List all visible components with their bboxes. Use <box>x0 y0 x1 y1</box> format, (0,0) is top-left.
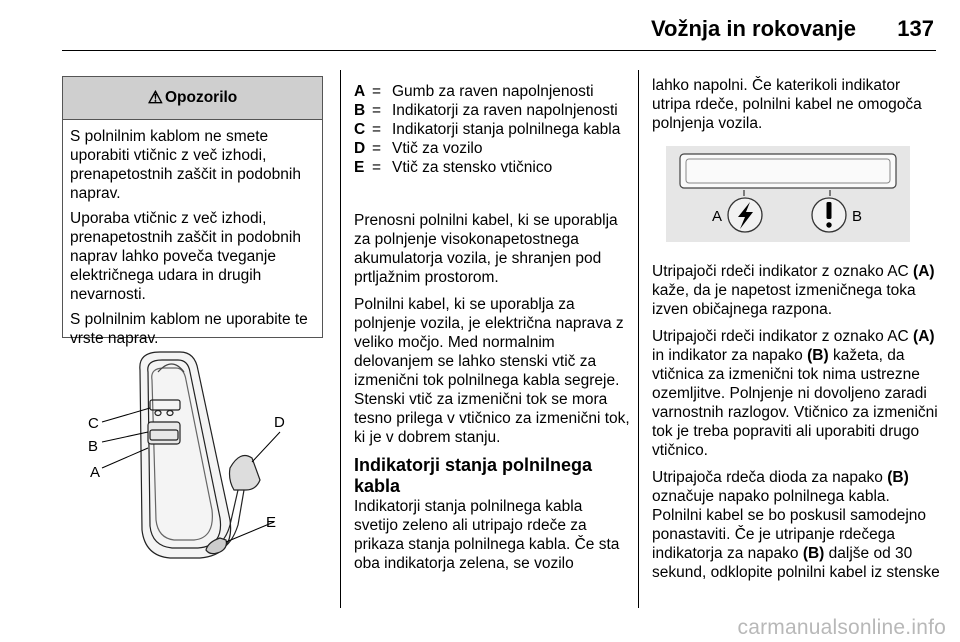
legend-text: Vtič za stensko vtičnico <box>392 159 553 176</box>
legend-text: Gumb za raven napolnjenosti <box>392 83 594 100</box>
page-header <box>62 0 936 50</box>
text-run: kažeta, da vtičnica za izmenični tok nima ustrezne ozemljitve. Polnjenje ni dovoljeno zaradi varnostnih razlogov. Vtičnico za izmenični tok je treba popraviti ali uporabiti drugo vtičnico. <box>652 347 938 459</box>
charging-cable-illustration <box>80 350 320 570</box>
legend-text: Vtič za vozilo <box>392 140 483 157</box>
paragraph <box>652 262 942 319</box>
paragraph: Indikatorji stanja polnilnega kabla svetijo zeleno ali utripajo rdeče za prikaza stanja polnilnega kabla. Če sta oba indikatorja zelena, se vozilo <box>354 498 620 572</box>
text-run: daljše od 30 sekund, odklopite polnilni kabel iz stenske <box>652 545 940 581</box>
figure-label-a: A <box>90 464 101 481</box>
legend-item <box>354 139 624 158</box>
page-number: 137 <box>897 16 934 41</box>
legend-list <box>354 82 624 177</box>
section-heading: Indikatorji stanja polnilnega kabla <box>354 455 593 496</box>
right-column-bottom <box>652 262 942 590</box>
indicator-label-b: B <box>852 208 863 225</box>
legend-key: A <box>354 83 366 100</box>
legend-text: Indikatorji stanja polnilnega kabla <box>392 121 621 138</box>
figure-label-e: E <box>266 514 277 531</box>
legend-key: D <box>354 140 366 157</box>
figure-label-c: C <box>88 415 99 432</box>
middle-column-text <box>354 211 630 581</box>
text-run: Utripajoči rdeči indikator z oznako AC <box>652 328 909 345</box>
legend-item <box>354 101 624 120</box>
paragraph: Polnilni kabel, ki se uporablja za polnjenje vozila, je električna naprava z veliko močjo. Med normalnim delovanjem se lahko stenski vtič za izmenični tok polnilnega kabla segreje. Stenski vtič za izmenični tok se mora tesno prilega v vtičnico za izmenični tok, ki je v dobrem stanju. <box>354 296 630 446</box>
warning-body <box>63 120 322 348</box>
text-run: Utripajoči rdeči indikator z oznako AC <box>652 263 909 280</box>
warning-paragraph: S polnilnim kablom ne uporabite te vrste naprav. <box>70 311 308 347</box>
text-key: (A) <box>913 263 935 280</box>
figure-label-d: D <box>274 414 285 431</box>
text-key: (B) <box>807 347 829 364</box>
legend-text: Indikatorji za raven napolnjenosti <box>392 102 618 119</box>
legend-key: E <box>354 159 365 176</box>
text-run: in indikator za napako <box>652 347 803 364</box>
paragraph: Prenosni polnilni kabel, ki se uporablja za polnjenje visokonapetostnega akumulatorja vozila, je shranjen pod prtljažnim prostorom. <box>354 212 618 286</box>
column-divider-1 <box>340 70 341 608</box>
legend-key: C <box>354 121 366 138</box>
paragraph: lahko napolni. Če katerikoli indikator utripa rdeče, polnilni kabel ne omogoča polnjenja vozila. <box>652 77 922 132</box>
paragraph <box>652 327 942 460</box>
page-title: Vožnja in rokovanje <box>651 16 856 41</box>
legend-eq: = <box>372 121 382 138</box>
watermark: carmanualsonline.info <box>737 616 946 639</box>
figure-label-b: B <box>88 438 99 455</box>
legend-eq: = <box>372 159 382 176</box>
text-run: označuje napako polnilnega kabla. Polnilni kabel se bo poskusil samodejno ponastaviti. Če je utripanje rdečega indikatorja za napako <box>652 488 926 562</box>
exclamation-icon <box>827 202 832 219</box>
warning-paragraph: Uporaba vtičnic z več izhodi, prenapetostnih zaščit in podobnih naprav lahko poveča tveganje električnega udara in drugih nevarnosti. <box>70 210 301 303</box>
text-key: (A) <box>913 328 935 345</box>
legend-key: B <box>354 102 366 119</box>
indicator-panel-illustration <box>666 146 910 242</box>
warning-title: Opozorilo <box>164 89 238 106</box>
warning-box <box>62 76 323 347</box>
text-key: (B) <box>802 545 825 562</box>
text-run: kaže, da je napetost izmeničnega toka izven običajnega razpona. <box>652 282 916 318</box>
indicator-label-a: A <box>712 208 723 225</box>
legend-item <box>354 120 624 139</box>
paragraph <box>652 468 942 582</box>
warning-header <box>63 77 322 120</box>
legend-eq: = <box>372 102 382 119</box>
warning-triangle-icon: ⚠ <box>147 88 163 107</box>
legend-item <box>354 158 624 177</box>
legend-eq: = <box>372 140 382 157</box>
right-column-top <box>652 76 942 141</box>
text-run: Utripajoča rdeča dioda za napako <box>652 469 883 486</box>
legend-eq: = <box>372 83 382 100</box>
text-key: (B) <box>887 469 909 486</box>
column-divider-2 <box>638 70 639 608</box>
legend-item <box>354 82 624 101</box>
header-rule <box>62 50 936 51</box>
warning-paragraph: S polnilnim kablom ne smete uporabiti vtičnic z več izhodi, prenapetostnih zaščit in podobnih naprav. <box>70 128 301 202</box>
